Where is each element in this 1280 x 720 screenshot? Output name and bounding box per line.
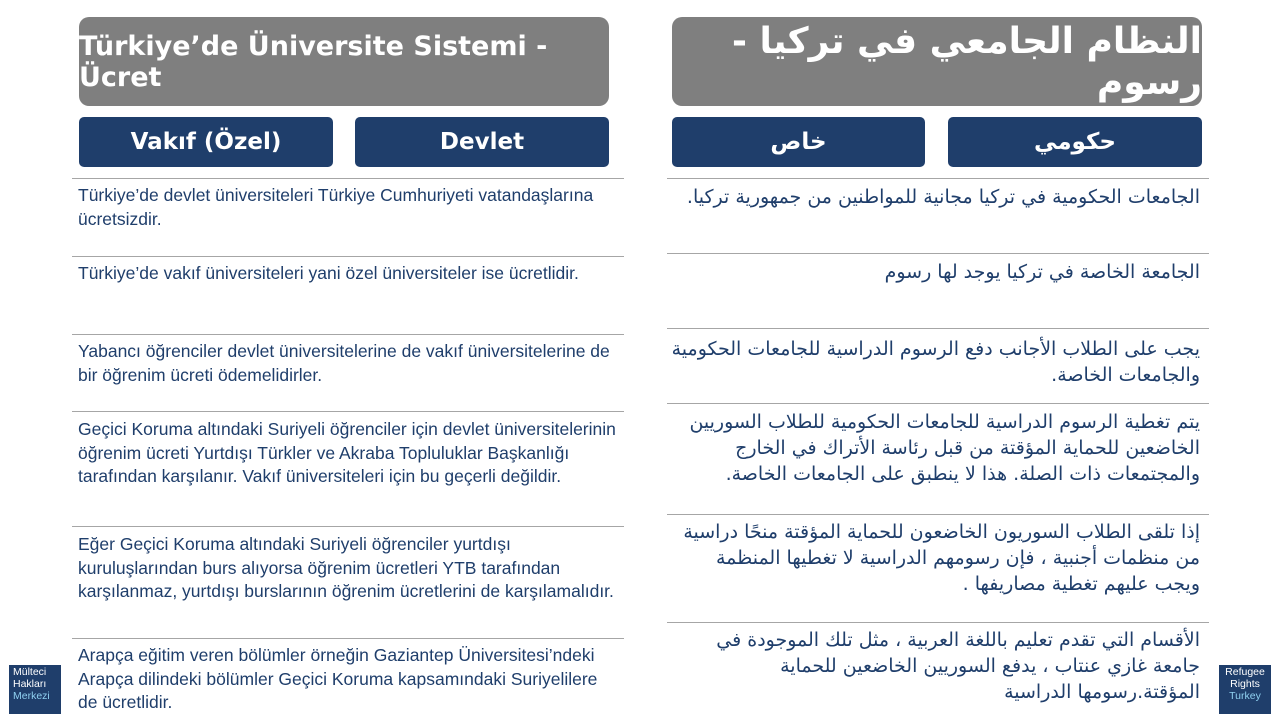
divider <box>667 514 1209 515</box>
table-cell-turkish: Türkiye’de vakıf üniversiteleri yani özel üniversiteler ise ücretlidir. <box>78 263 579 283</box>
logo-text: Hakları <box>13 678 47 690</box>
table-cell-turkish: Eğer Geçici Koruma altındaki Suriyeli öğrenciler yurtdışı kuruluşlarından burs alıyorsa öğrenim ücretleri YTB tarafından karşılanmaz, yurtdışı burslarının öğrenim ücretlerini de karşılamalıdır. <box>78 534 614 601</box>
divider <box>667 253 1209 254</box>
multeci-haklari-merkezi-logo <box>9 665 61 714</box>
logo-text: Turkey <box>1229 690 1261 702</box>
table-cell-arabic: إذا تلقى الطلاب السوريون الخاضعون للحماية المؤقتة منحًا دراسية من منظمات أجنبية ، فإن رسومهم الدراسية لا تغطيها المنظمة ويجب عليهم تغطية مصاريفها . <box>683 521 1200 595</box>
divider <box>72 411 624 412</box>
header-vakif: Vakıf (Özel) <box>79 117 333 167</box>
table-cell-arabic: الجامعات الحكومية في تركيا مجانية للمواطنين من جمهورية تركيا. <box>686 186 1200 208</box>
header-khas: خاص <box>672 117 925 167</box>
table-cell-turkish: Geçici Koruma altındaki Suriyeli öğrenciler için devlet üniversitelerinin öğrenim ücreti Yurtdışı Türkler ve Akraba Topluluklar Başkanlığı tarafından karşılanır. Vakıf üniversiteleri için bu geçerli değildir. <box>78 419 616 486</box>
table-cell-arabic: الأقسام التي تقدم تعليم باللغة العربية ، مثل تلك الموجودة في جامعة غازي عنتاب ، يدفع السوريين الخاضعين للحماية المؤقتة.رسومها الدراسية <box>716 629 1200 703</box>
divider <box>72 526 624 527</box>
table-cell-turkish: Yabancı öğrenciler devlet üniversitelerine de vakıf üniversitelerine de bir öğrenim ücreti ödemelidirler. <box>78 341 610 385</box>
logo-text: Refugee <box>1225 666 1265 678</box>
divider <box>72 334 624 335</box>
table-cell-arabic: يجب على الطلاب الأجانب دفع الرسوم الدراسية للجامعات الحكومية والجامعات الخاصة. <box>671 338 1200 386</box>
page-title-arabic: النظام الجامعي في تركيا - رسوم <box>672 17 1202 106</box>
divider <box>72 638 624 639</box>
page-title-turkish: Türkiye’de Üniversite Sistemi - Ücret <box>79 17 609 106</box>
logo-text: Merkezi <box>13 690 50 702</box>
table-cell-arabic: يتم تغطية الرسوم الدراسية للجامعات الحكومية للطلاب السوريين الخاضعين للحماية المؤقتة من قبل رئاسة الأتراك في الخارج والمجتمعات ذات الصلة. هذا لا ينطبق على الجامعات الخاصة. <box>689 411 1200 485</box>
table-cell-arabic: الجامعة الخاصة في تركيا يوجد لها رسوم <box>884 261 1200 283</box>
divider <box>667 622 1209 623</box>
logo-text: Rights <box>1230 678 1260 690</box>
table-cell-turkish: Türkiye’de devlet üniversiteleri Türkiye Cumhuriyeti vatandaşlarına ücretsizdir. <box>78 185 594 229</box>
divider <box>667 178 1209 179</box>
header-devlet: Devlet <box>355 117 609 167</box>
table-cell-turkish: Arapça eğitim veren bölümler örneğin Gaziantep Üniversitesi’ndeki Arapça dilindeki bölümler Geçici Koruma kapsamındaki Suriyelilere de ücretlidir. <box>78 645 598 712</box>
divider <box>72 256 624 257</box>
divider <box>72 178 624 179</box>
divider <box>667 328 1209 329</box>
header-hukumi: حكومي <box>948 117 1202 167</box>
logo-text: Mülteci <box>13 666 47 678</box>
refugee-rights-turkey-logo <box>1219 665 1271 714</box>
divider <box>667 403 1209 404</box>
